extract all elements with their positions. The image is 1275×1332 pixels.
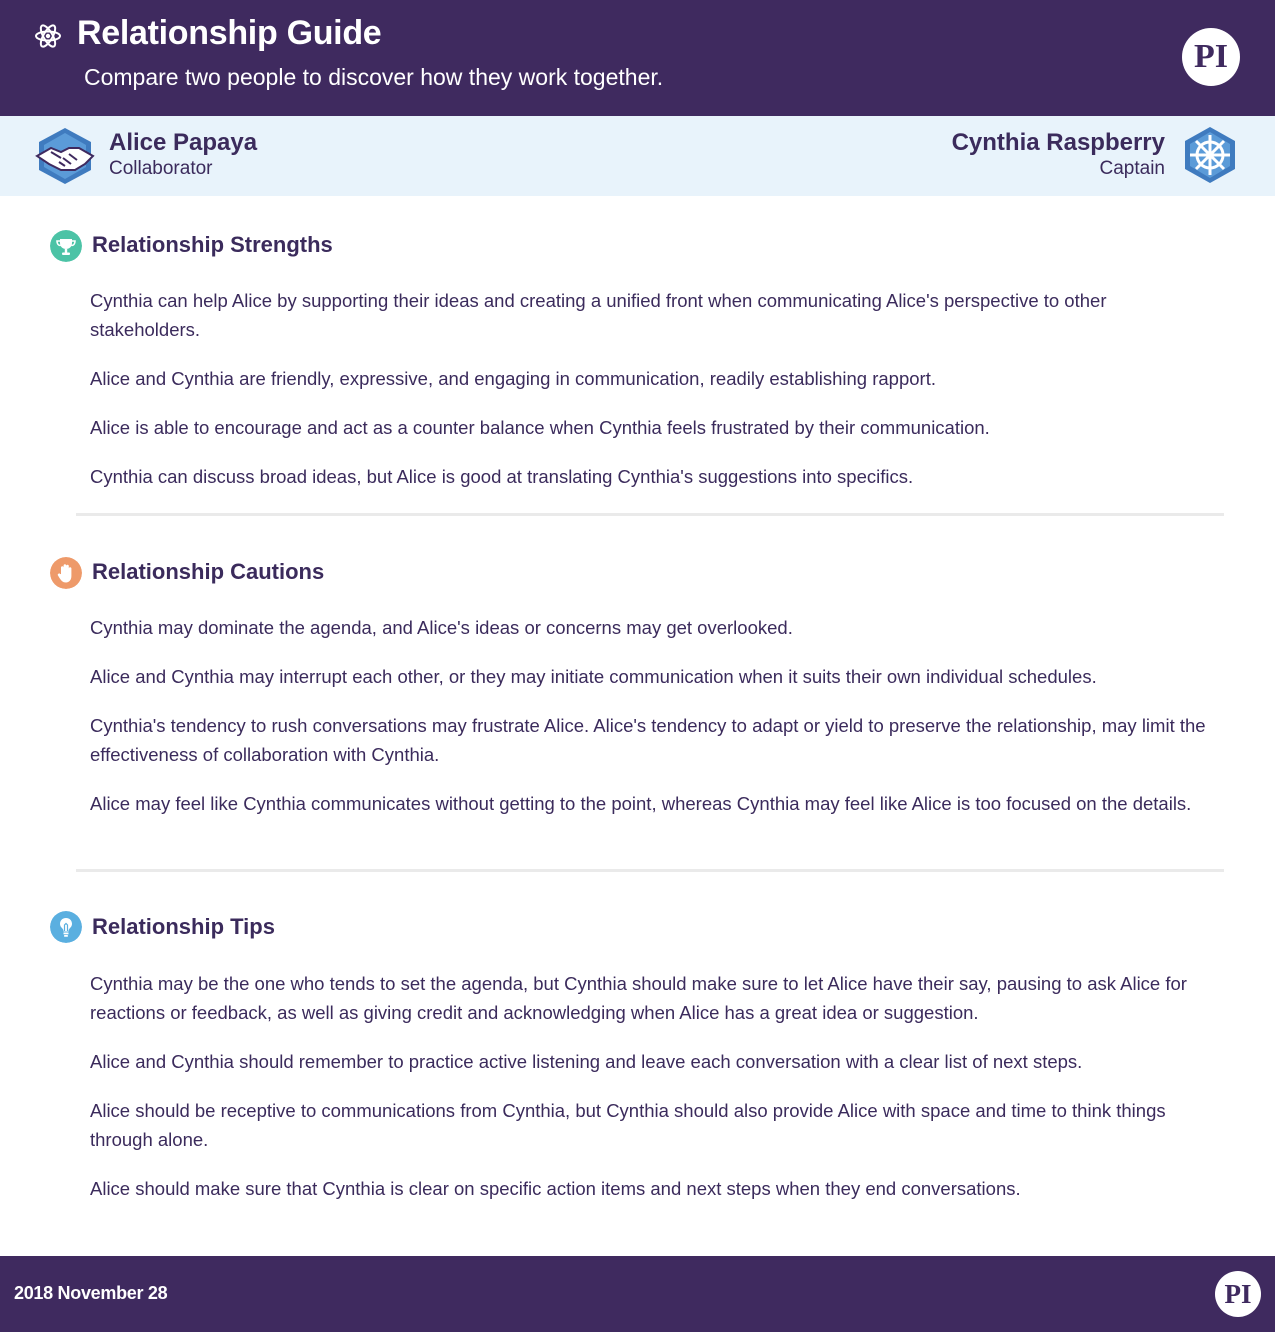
page-footer	[0, 1256, 1275, 1332]
section-divider	[76, 869, 1224, 872]
handshake-icon	[35, 126, 95, 186]
caution-item: Cynthia may dominate the agenda, and Alice's ideas or concerns may get overlooked.	[90, 617, 793, 638]
person-right-name: Cynthia Raspberry	[951, 129, 1165, 156]
strength-item: Cynthia can help Alice by supporting their ideas and creating a unified front when communicating Alice's perspective to other stakeholders.	[90, 290, 1107, 340]
trophy-icon	[50, 230, 82, 262]
caution-item: Cynthia's tendency to rush conversations may frustrate Alice. Alice's tendency to adapt or yield to preserve the relationship, may limit the effectiveness of collaboration with Cynthia.	[90, 715, 1206, 765]
caution-item: Alice may feel like Cynthia communicates without getting to the point, whereas Cynthia may feel like Alice is too focused on the details.	[90, 793, 1192, 814]
strength-item: Cynthia can discuss broad ideas, but Alice is good at translating Cynthia's suggestions into specifics.	[90, 466, 914, 487]
hand-stop-icon	[50, 557, 82, 589]
lightbulb-icon	[50, 911, 82, 943]
tips-title: Relationship Tips	[92, 914, 275, 939]
pi-logo: PI	[1182, 28, 1240, 86]
tip-item: Alice should make sure that Cynthia is clear on specific action items and next steps when they end conversations.	[90, 1178, 1021, 1199]
person-left-name: Alice Papaya	[109, 129, 258, 156]
person-right-role: Captain	[1099, 158, 1165, 179]
page-header	[0, 0, 1275, 116]
strength-item: Alice and Cynthia are friendly, expressive, and engaging in communication, readily establishing rapport.	[90, 368, 936, 389]
tip-item: Alice and Cynthia should remember to practice active listening and leave each conversation with a clear list of next steps.	[90, 1051, 1083, 1072]
atom-icon	[34, 22, 62, 50]
person-left-role: Collaborator	[109, 158, 213, 179]
page-subtitle: Compare two people to discover how they work together.	[84, 64, 664, 90]
people-band	[0, 116, 1275, 196]
section-divider	[76, 513, 1224, 516]
pi-logo: PI	[1215, 1271, 1261, 1317]
strengths-title: Relationship Strengths	[92, 232, 333, 257]
page-title: Relationship Guide	[77, 14, 382, 52]
strength-item: Alice is able to encourage and act as a counter balance when Cynthia feels frustrated by their communication.	[90, 417, 990, 438]
tip-item: Alice should be receptive to communications from Cynthia, but Cynthia should also provide Alice with space and time to think things through alone.	[90, 1100, 1166, 1150]
cautions-title: Relationship Cautions	[92, 559, 325, 584]
ship-wheel-icon	[1181, 126, 1239, 184]
caution-item: Alice and Cynthia may interrupt each other, or they may initiate communication when it suits their own individual schedules.	[90, 666, 1097, 687]
tip-item: Cynthia may be the one who tends to set the agenda, but Cynthia should make sure to let Alice have their say, pausing to ask Alice for reactions or feedback, as well as giving credit and acknowledging when Alice has a great idea or suggestion.	[90, 973, 1187, 1023]
footer-date: 2018 November 28	[14, 1283, 168, 1303]
